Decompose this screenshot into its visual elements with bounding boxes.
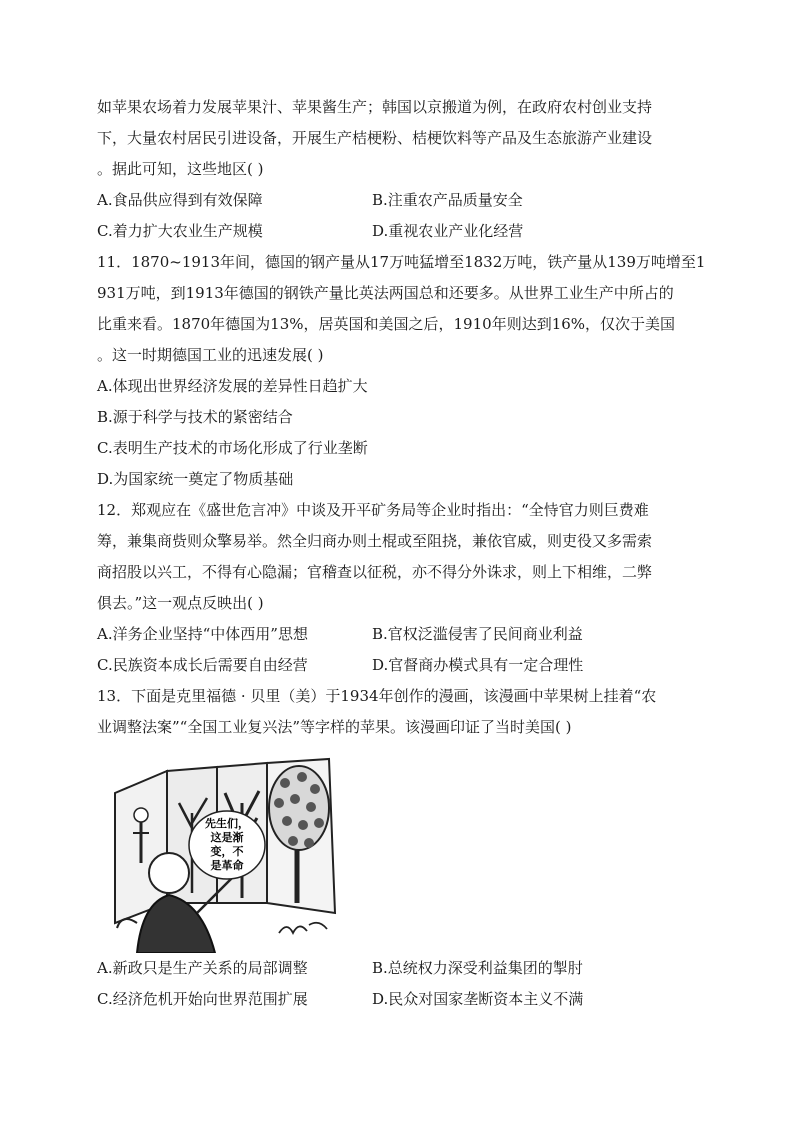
question-12-option-b[interactable]: B.官权泛滥侵害了民间商业利益 <box>372 625 583 643</box>
question-11-option-a[interactable]: A.体现出世界经济发展的差异性日趋扩大 <box>97 377 368 395</box>
question-12-line-3: 商招股以兴工，不得有心隐漏；官稽查以征税，亦不得分外诛求，则上下相维，二弊 <box>97 563 653 581</box>
cartoon-man-head <box>149 853 189 893</box>
cartoon-speech-line-1: 先生们， <box>205 817 249 830</box>
cartoon-artist-signature <box>279 923 327 933</box>
cartoon-speech-line-3: 变，不 <box>210 845 244 858</box>
question-11-line-2: 931万吨，到1913年德国的钢铁产量比英法两国总和还要多。从世界工业生产中所占的 <box>97 284 674 302</box>
question-11-line-3: 比重来看。1870年德国为13%，居英国和美国之后，1910年则达到16%，仅次于美国 <box>97 315 676 333</box>
question-13-option-b[interactable]: B.总统权力深受利益集团的掣肘 <box>372 959 583 977</box>
question-13 <box>97 681 707 1015</box>
cartoon-illustration <box>97 753 347 953</box>
question-10-line-1: 如苹果农场着力发展苹果汁、苹果酱生产；韩国以京搬道为例，在政府农村创业支持 <box>97 98 653 116</box>
question-13-options-row-2 <box>97 984 707 1015</box>
question-10-line-3: 。据此可知，这些地区( ) <box>97 160 264 178</box>
question-12 <box>97 495 707 681</box>
question-12-options-row-1 <box>97 619 707 650</box>
question-13-option-a[interactable]: A.新政只是生产关系的局部调整 <box>97 959 308 977</box>
question-11-option-b[interactable]: B.源于科学与技术的紧密结合 <box>97 408 293 426</box>
question-12-option-c[interactable]: C.民族资本成长后需要自由经营 <box>97 656 308 674</box>
question-12-line-1: 12．郑观应在《盛世危言冲》中谈及开平矿务局等企业时指出：“全恃官力则巨费难 <box>97 501 649 519</box>
cartoon-speech-line-4: 是革命 <box>210 859 244 872</box>
question-11-line-4: 。这一时期德国工业的迅速发展( ) <box>97 346 324 364</box>
question-13-line-1: 13．下面是克里福德 · 贝里（美）于1934年创作的漫画，该漫画中苹果树上挂着“农 <box>97 687 657 705</box>
question-10-option-d[interactable]: D.重视农业产业化经营 <box>372 222 524 240</box>
question-10-option-a[interactable]: A.食品供应得到有效保障 <box>97 191 263 209</box>
question-content <box>97 92 707 1015</box>
question-10-option-b[interactable]: B.注重农产品质量安全 <box>372 191 523 209</box>
question-13-option-d[interactable]: D.民众对国家垄断资本主义不满 <box>372 990 584 1008</box>
question-10 <box>97 92 707 247</box>
question-11 <box>97 247 707 495</box>
question-11-option-d[interactable]: D.为国家统一奠定了物质基础 <box>97 470 294 488</box>
question-11-line-1: 11．1870~1913年间，德国的钢产量从17万吨猛增至1832万吨，铁产量从139万吨增至1 <box>97 253 706 271</box>
question-10-options-row-1 <box>97 185 707 216</box>
cartoon-figure <box>97 753 347 953</box>
question-12-option-a[interactable]: A.洋务企业坚持“中体西用”思想 <box>97 625 308 643</box>
question-10-line-2: 下，大量农村居民引进设备，开展生产桔梗粉、桔梗饮料等产品及生态旅游产业建设 <box>97 129 653 147</box>
question-12-option-d[interactable]: D.官督商办模式具有一定合理性 <box>372 656 584 674</box>
question-12-options-row-2 <box>97 650 707 681</box>
question-10-option-c[interactable]: C.着力扩大农业生产规模 <box>97 222 263 240</box>
question-13-options-row-1 <box>97 953 707 984</box>
cartoon-speech-line-2: 这是渐 <box>210 831 244 844</box>
question-12-line-2: 筹，兼集商赀则众擎易举。然全归商办则土棍或至阻挠，兼依官威，则吏役又多需索 <box>97 532 653 550</box>
question-10-options-row-2 <box>97 216 707 247</box>
question-13-option-c[interactable]: C.经济危机开始向世界范围扩展 <box>97 990 308 1008</box>
question-11-option-c[interactable]: C.表明生产技术的市场化形成了行业垄断 <box>97 439 368 457</box>
question-13-line-2: 业调整法案”“全国工业复兴法”等字样的苹果。该漫画印证了当时美国( ) <box>97 718 572 736</box>
question-12-line-4: 俱去。”这一观点反映出( ) <box>97 594 264 612</box>
cartoon-small-figure-head <box>134 808 148 822</box>
